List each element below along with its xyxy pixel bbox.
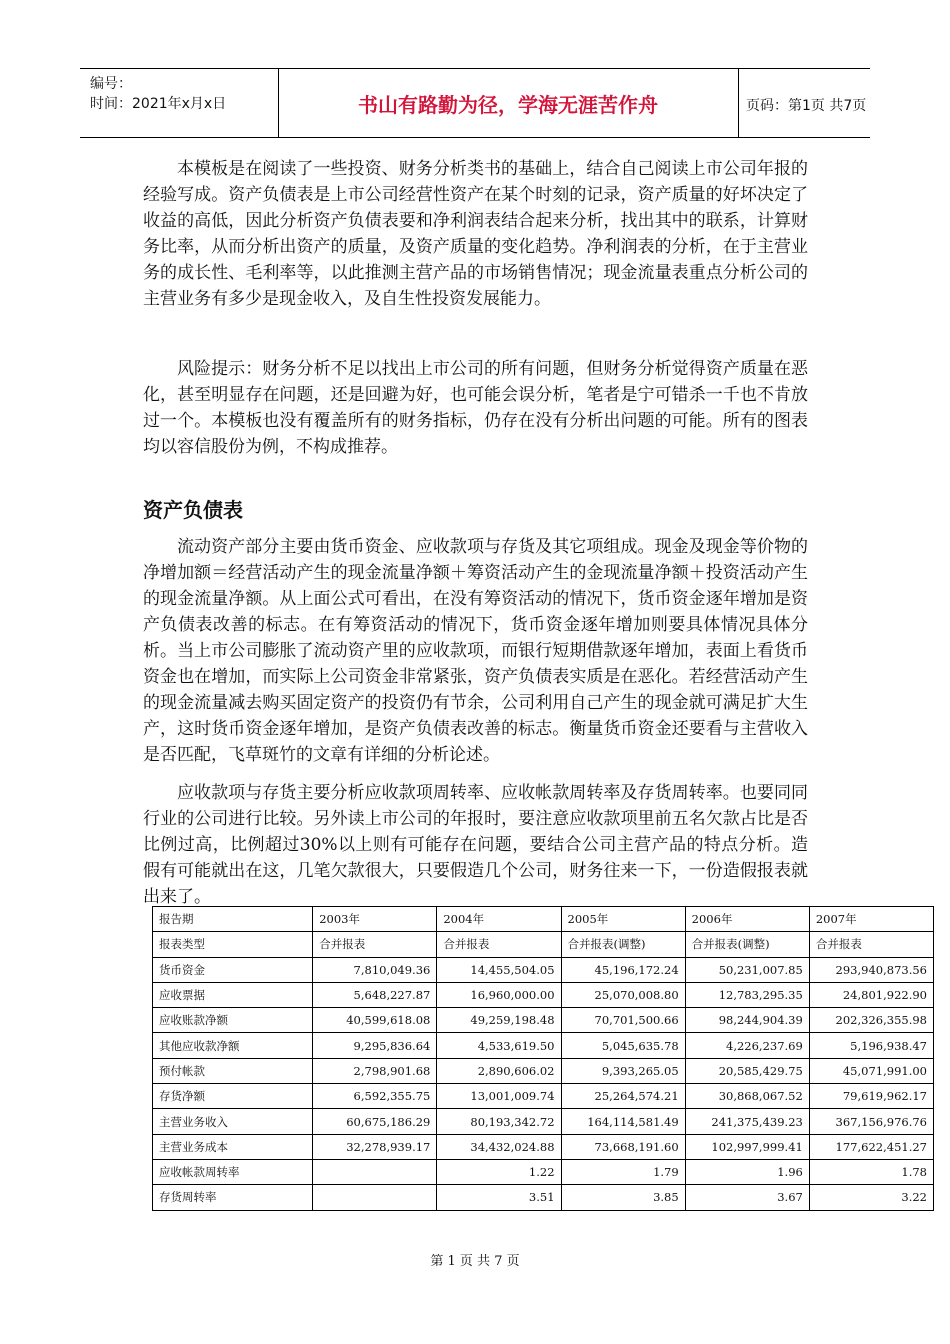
table-cell: 2006年 xyxy=(685,907,809,932)
table-row xyxy=(153,907,934,932)
table-cell: 2004年 xyxy=(437,907,561,932)
table-row-label: 存货净额 xyxy=(153,1084,313,1109)
page-header xyxy=(80,68,870,138)
table-cell: 2007年 xyxy=(809,907,933,932)
table-cell: 合并报表 xyxy=(437,932,561,957)
table-cell: 45,071,991.00 xyxy=(809,1058,933,1083)
table-cell: 2005年 xyxy=(561,907,685,932)
table-cell: 合并报表 xyxy=(313,932,437,957)
number-label: 编号： xyxy=(90,76,132,92)
table-cell: 7,810,049.36 xyxy=(313,957,437,982)
table-row-label: 报告期 xyxy=(153,907,313,932)
table-cell: 3.85 xyxy=(561,1185,685,1210)
table-cell: 20,585,429.75 xyxy=(685,1058,809,1083)
table-cell: 9,393,265.05 xyxy=(561,1058,685,1083)
table-cell: 1.79 xyxy=(561,1159,685,1184)
table-cell: 合并报表(调整) xyxy=(685,932,809,957)
intro-paragraph-2: 风险提示：财务分析不足以找出上市公司的所有问题，但财务分析觉得资产质量在恶化，甚至明显存在问题，还是回避为好，也可能会误分析，笔者是宁可错杀一千也不肯放过一个。本模板也没有覆盖所有的财务指标，仍存在没有分析出问题的可能。所有的图表均以容信股份为例，不构成推荐。 xyxy=(143,359,808,457)
table-cell: 4,226,237.69 xyxy=(685,1033,809,1058)
table-cell: 6,592,355.75 xyxy=(313,1084,437,1109)
table-cell: 49,259,198.48 xyxy=(437,1008,561,1033)
table-cell: 102,997,999.41 xyxy=(685,1134,809,1159)
table-cell: 30,868,067.52 xyxy=(685,1084,809,1109)
table-cell: 2,890,606.02 xyxy=(437,1058,561,1083)
table-cell: 1.22 xyxy=(437,1159,561,1184)
table-cell: 24,801,922.90 xyxy=(809,982,933,1007)
table-cell: 25,264,574.21 xyxy=(561,1084,685,1109)
table-cell: 5,045,635.78 xyxy=(561,1033,685,1058)
table-cell: 9,295,836.64 xyxy=(313,1033,437,1058)
table-cell: 3.67 xyxy=(685,1185,809,1210)
section-paragraph-1: 流动资产部分主要由货币资金、应收款项与存货及其它项组成。现金及现金等价物的净增加额＝经营活动产生的现金流量净额＋筹资活动产生的金现流量净额＋投资活动产生的现金流量净额。从上面公式可看出，在没有筹资活动的情况下，货币资金逐年增加是资产负债表改善的标志。在有筹资活动的情况下，货币资金逐年增加则要具体情况具体分析。当上市公司膨胀了流动资产里的应收款项，而银行短期借款逐年增加，表面上看货币资金也在增加，而实际上公司资金非常紧张，资产负债表实质是在恶化。若经营活动产生的现金流量减去购买固定资产的投资仍有节余，公司利用自己产生的现金就可满足扩大生产，这时货币资金逐年增加，是资产负债表改善的标志。衡量货币资金还要看与主营收入是否匹配，飞草斑竹的文章有详细的分析论述。 xyxy=(143,537,808,765)
table-cell: 164,114,581.49 xyxy=(561,1109,685,1134)
table-cell: 3.51 xyxy=(437,1185,561,1210)
table-cell: 5,648,227.87 xyxy=(313,982,437,1007)
table-row xyxy=(153,1033,934,1058)
table-cell: 70,701,500.66 xyxy=(561,1008,685,1033)
table-row-label: 主营业务收入 xyxy=(153,1109,313,1134)
table-cell: 177,622,451.27 xyxy=(809,1134,933,1159)
table-cell: 50,231,007.85 xyxy=(685,957,809,982)
table-row xyxy=(153,932,934,957)
header-middle-cell xyxy=(278,69,739,137)
table-cell: 1.96 xyxy=(685,1159,809,1184)
table-cell: 79,619,962.17 xyxy=(809,1084,933,1109)
page-code: 页码：第1页 共7页 xyxy=(746,98,867,114)
intro-paragraph-1: 本模板是在阅读了一些投资、财务分析类书的基础上，结合自己阅读上市公司年报的经验写成。资产负债表是上市公司经营性资产在某个时刻的记录，资产质量的好坏决定了收益的高低，因此分析资产负债表要和净利润表结合起来分析，找出其中的联系，计算财务比率，从而分析出资产的质量，及资产质量的变化趋势。净利润表的分析，在于主营业务的成长性、毛利率等，以此推测主营产品的市场销售情况；现金流量表重点分析公司的主营业务有多少是现金收入，及自生性投资发展能力。 xyxy=(143,159,808,309)
table-row-label: 预付帐款 xyxy=(153,1058,313,1083)
table-cell: 202,326,355.98 xyxy=(809,1008,933,1033)
table-row-label: 货币资金 xyxy=(153,957,313,982)
table-cell: 60,675,186.29 xyxy=(313,1109,437,1134)
table-row-label: 其他应收款净额 xyxy=(153,1033,313,1058)
table-row-label: 应收票据 xyxy=(153,982,313,1007)
table-row-label: 应收帐款周转率 xyxy=(153,1159,313,1184)
table-cell: 80,193,342.72 xyxy=(437,1109,561,1134)
table-cell xyxy=(313,1159,437,1184)
table-cell: 16,960,000.00 xyxy=(437,982,561,1007)
table-row xyxy=(153,1185,934,1210)
table-row xyxy=(153,1058,934,1083)
financial-table-body xyxy=(153,907,934,1211)
header-motto: 书山有路勤为径，学海无涯苦作舟 xyxy=(358,93,658,117)
table-cell: 5,196,938.47 xyxy=(809,1033,933,1058)
section-heading: 资产负债表 xyxy=(143,498,243,522)
table-row xyxy=(153,1008,934,1033)
table-cell: 367,156,976.76 xyxy=(809,1109,933,1134)
table-cell: 合并报表(调整) xyxy=(561,932,685,957)
table-row xyxy=(153,957,934,982)
table-cell: 73,668,191.60 xyxy=(561,1134,685,1159)
table-cell: 13,001,009.74 xyxy=(437,1084,561,1109)
table-row-label: 报表类型 xyxy=(153,932,313,957)
table-cell: 1.78 xyxy=(809,1159,933,1184)
table-cell: 4,533,619.50 xyxy=(437,1033,561,1058)
table-cell: 293,940,873.56 xyxy=(809,957,933,982)
table-cell: 45,196,172.24 xyxy=(561,957,685,982)
table-row xyxy=(153,1084,934,1109)
table-cell: 2003年 xyxy=(313,907,437,932)
table-row xyxy=(153,1134,934,1159)
table-row-label: 存货周转率 xyxy=(153,1185,313,1210)
table-cell: 241,375,439.23 xyxy=(685,1109,809,1134)
table-row xyxy=(153,1159,934,1184)
table-cell: 2,798,901.68 xyxy=(313,1058,437,1083)
table-cell: 12,783,295.35 xyxy=(685,982,809,1007)
table-cell: 40,599,618.08 xyxy=(313,1008,437,1033)
table-row xyxy=(153,982,934,1007)
table-cell: 25,070,008.80 xyxy=(561,982,685,1007)
header-left-cell xyxy=(80,69,279,137)
table-cell: 合并报表 xyxy=(809,932,933,957)
table-cell: 32,278,939.17 xyxy=(313,1134,437,1159)
table-cell: 34,432,024.88 xyxy=(437,1134,561,1159)
date-label: 时间：2021年x月x日 xyxy=(90,96,227,112)
table-cell xyxy=(313,1185,437,1210)
table-cell: 98,244,904.39 xyxy=(685,1008,809,1033)
table-row-label: 应收账款净额 xyxy=(153,1008,313,1033)
table-row xyxy=(153,1109,934,1134)
section-paragraph-2: 应收款项与存货主要分析应收款项周转率、应收帐款周转率及存货周转率。也要同同行业的公司进行比较。另外读上市公司的年报时，要注意应收款项里前五名欠款占比是否比例过高，比例超过30%以上则有可能存在问题，要结合公司主营产品的特点分析。造假有可能就出在这，几笔欠款很大，只要假造几个公司，财务往来一下，一份造假报表就出来了。 xyxy=(143,783,808,907)
table-cell: 14,455,504.05 xyxy=(437,957,561,982)
header-right-cell xyxy=(738,69,870,137)
financial-table xyxy=(152,906,934,1211)
page-footer: 第 1 页 共 7 页 xyxy=(430,1254,520,1269)
table-cell: 3.22 xyxy=(809,1185,933,1210)
table-row-label: 主营业务成本 xyxy=(153,1134,313,1159)
